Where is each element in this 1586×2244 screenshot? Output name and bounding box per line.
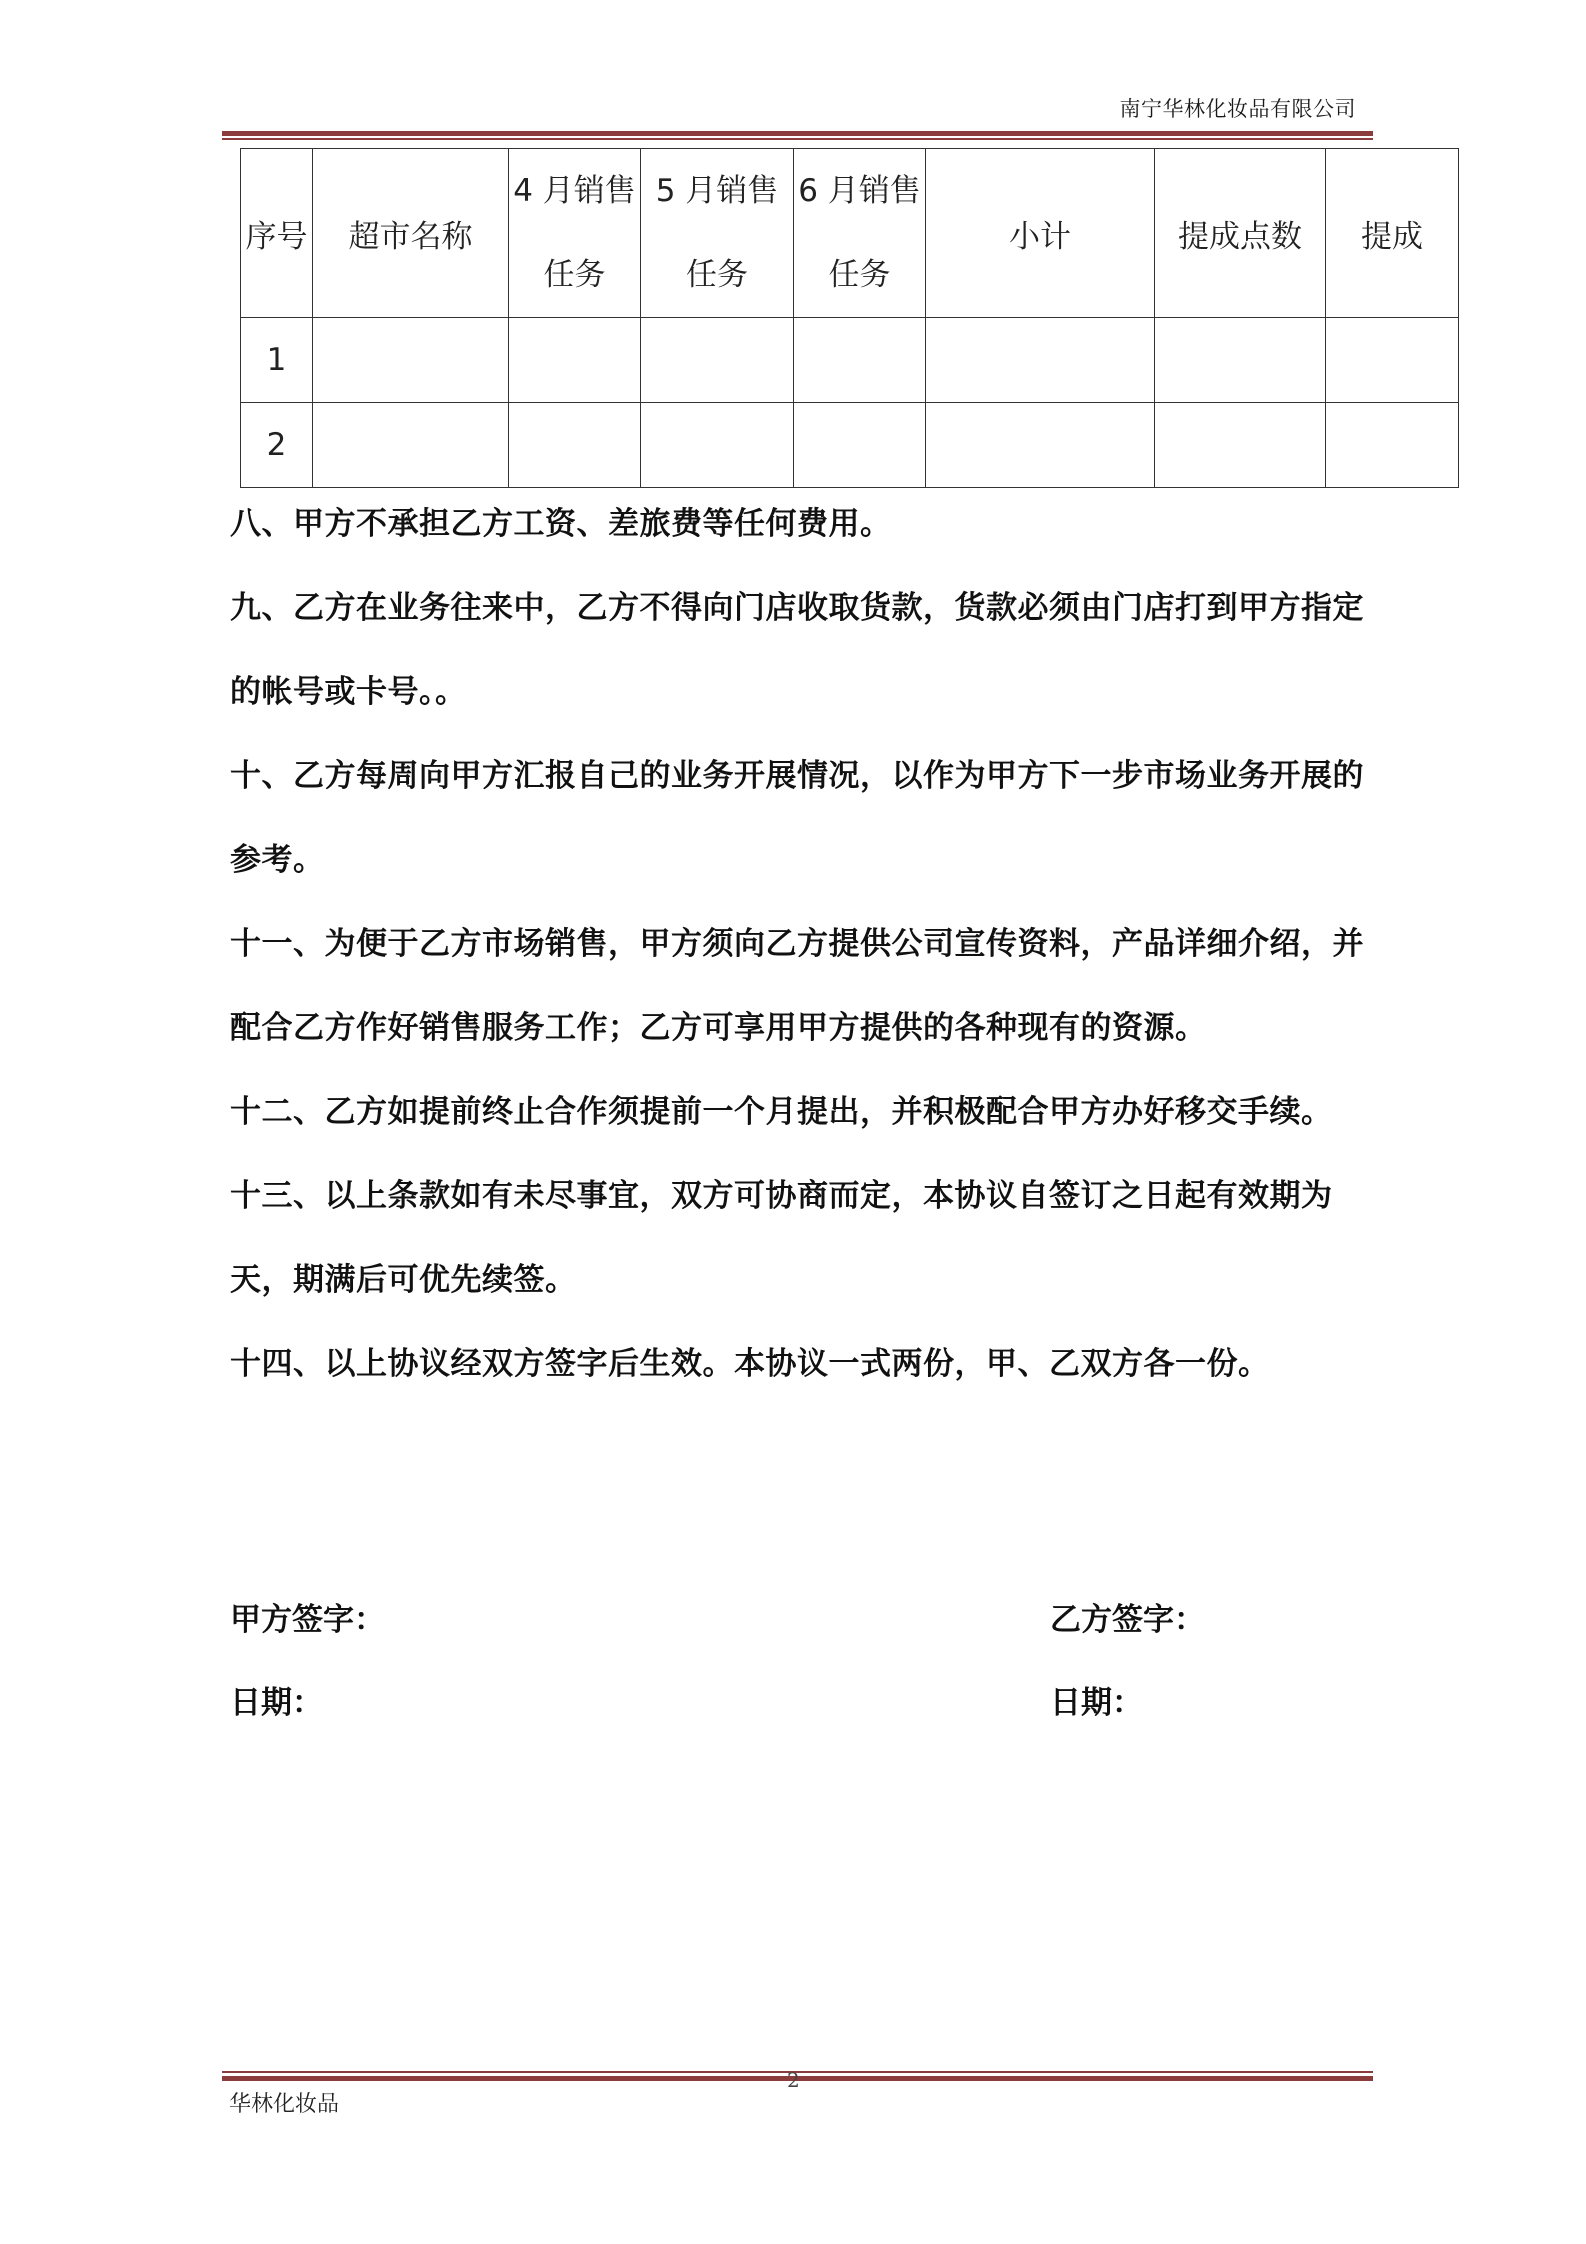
header-june-line1: 6 月销售: [798, 173, 921, 209]
cell-may: [641, 318, 794, 403]
cell-store-name: [313, 318, 509, 403]
cell-index: 2: [241, 403, 313, 488]
clause-11: 十一、为便于乙方市场销售，甲方须向乙方提供公司宣传资料，产品详细介绍，并配合乙方作好销售服务工作；乙方可享用甲方提供的各种现有的资源。: [230, 926, 1364, 1046]
clause-13: 十三、以上条款如有未尽事宜，双方可协商而定，本协议自签订之日起有效期为天，期满后可优先续签。: [230, 1178, 1333, 1298]
header-june-line2: 任务: [828, 257, 891, 293]
header-rule-thick: [222, 131, 1373, 136]
header-store-name: 超市名称: [313, 149, 509, 318]
cell-index: 1: [241, 318, 313, 403]
header-may-task: [641, 149, 794, 318]
party-b-signature-label: 乙方签字：: [1050, 1602, 1205, 1638]
header-commission-rate: 提成点数: [1155, 149, 1326, 318]
footer-brand: 华林化妆品: [229, 2092, 340, 2117]
table-header-row: [241, 149, 1459, 318]
cell-commission: [1326, 403, 1459, 488]
party-a-date-label: 日期：: [230, 1685, 323, 1721]
cell-subtotal: [926, 403, 1155, 488]
cell-commission: [1326, 318, 1459, 403]
table-row: [241, 403, 1459, 488]
header-june-task: [794, 149, 926, 318]
header-may-line1: 5 月销售: [655, 173, 779, 209]
cell-store-name: [313, 403, 509, 488]
cell-commission-rate: [1155, 403, 1326, 488]
cell-june: [794, 403, 926, 488]
clause-14: 十四、以上协议经双方签字后生效。本协议一式两份，甲、乙双方各一份。: [230, 1346, 1270, 1382]
clause-8: 八、甲方不承担乙方工资、差旅费等任何费用。: [230, 506, 892, 542]
clause-9: 九、乙方在业务往来中，乙方不得向门店收取货款，货款必须由门店打到甲方指定的帐号或卡号。。: [230, 590, 1364, 710]
cell-may: [641, 403, 794, 488]
table-row: [241, 318, 1459, 403]
cell-commission-rate: [1155, 318, 1326, 403]
cell-subtotal: [926, 318, 1155, 403]
header-may-line2: 任务: [686, 257, 748, 293]
header-april-task: [509, 149, 641, 318]
cell-april: [509, 403, 641, 488]
party-b-date-label: 日期：: [1050, 1685, 1143, 1721]
header-april-line1: 4 月销售: [513, 173, 636, 209]
clause-10: 十、乙方每周向甲方汇报自己的业务开展情况，以作为甲方下一步市场业务开展的参考。: [230, 758, 1364, 878]
page-number: 2: [787, 2068, 800, 2092]
header-index: 序号: [241, 149, 313, 318]
cell-april: [509, 318, 641, 403]
party-a-signature-label: 甲方签字：: [230, 1602, 385, 1638]
sales-task-table: [240, 148, 1459, 488]
header-april-line2: 任务: [543, 257, 606, 293]
header-rule-thin: [222, 138, 1373, 140]
header-subtotal: 小计: [926, 149, 1155, 318]
cell-june: [794, 318, 926, 403]
header-company-name: 南宁华林化妆品有限公司: [1119, 97, 1356, 121]
clause-12: 十二、乙方如提前终止合作须提前一个月提出，并积极配合甲方办好移交手续。: [230, 1094, 1333, 1130]
header-commission: 提成: [1326, 149, 1459, 318]
